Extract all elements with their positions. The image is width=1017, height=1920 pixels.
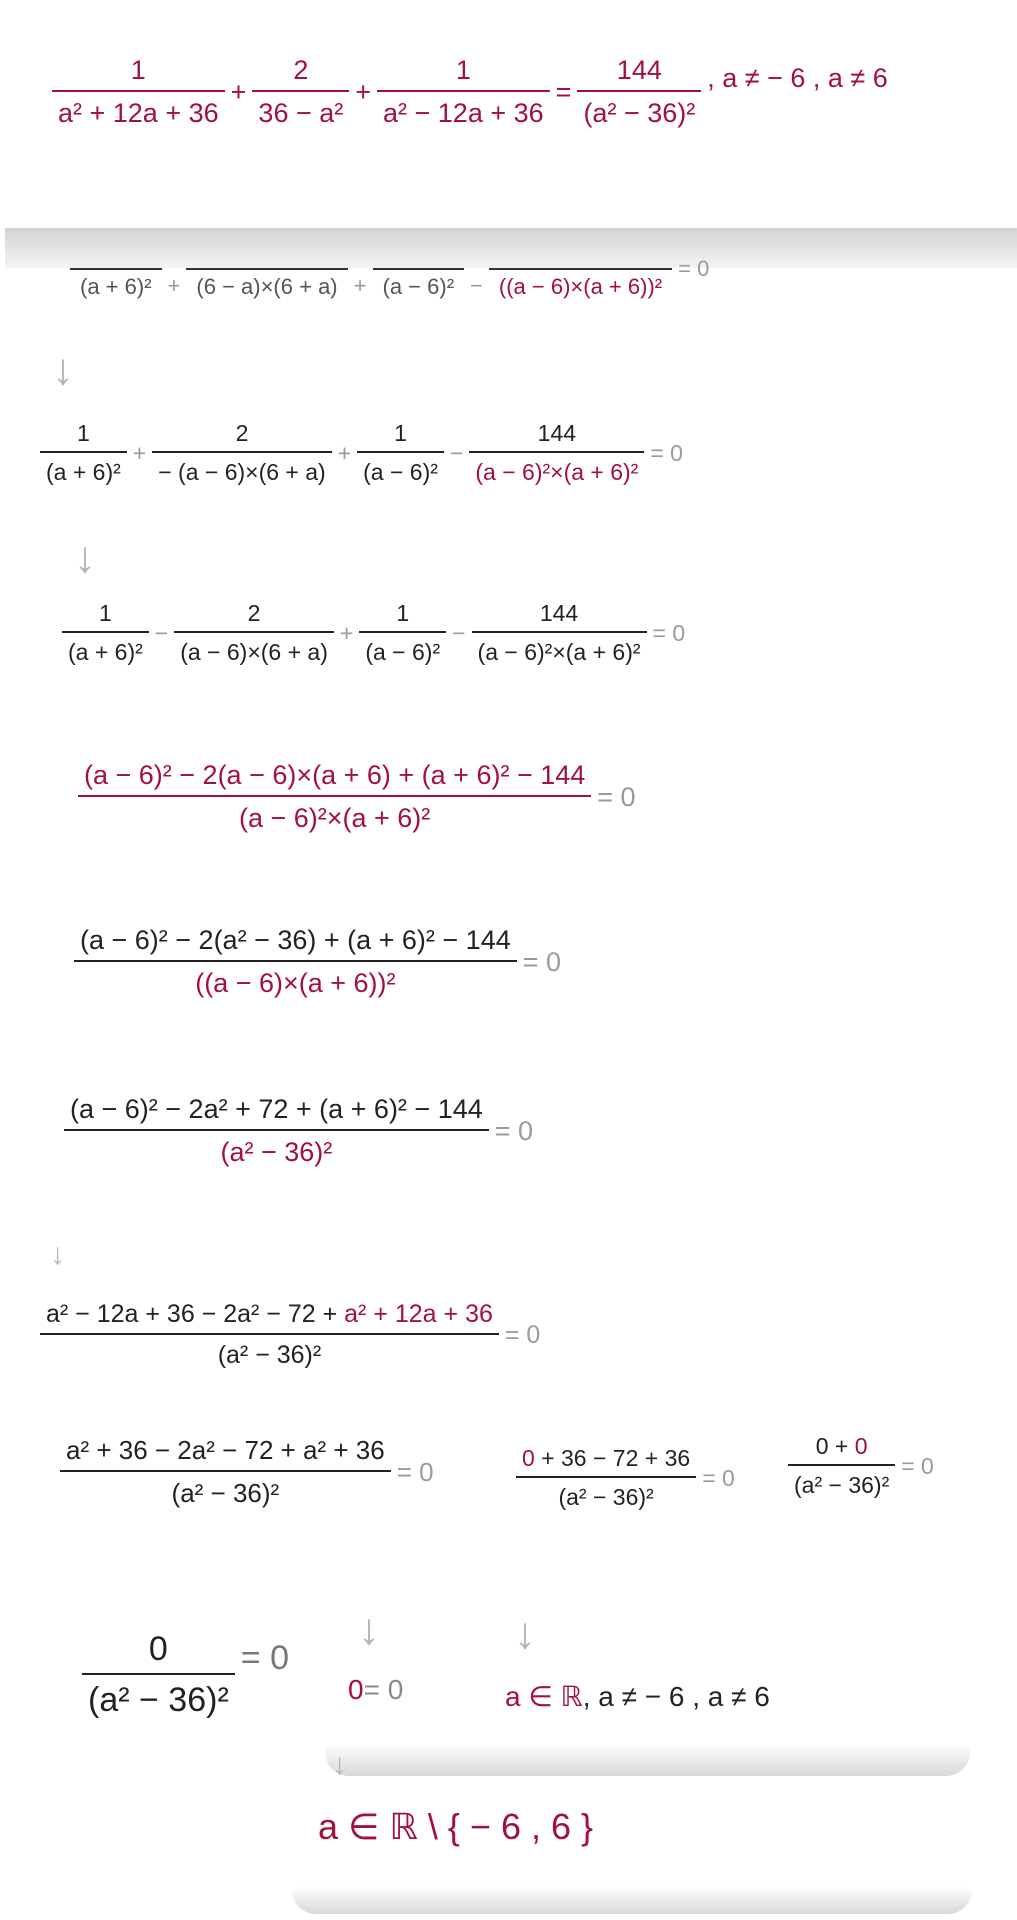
result-card-shadow: [325, 1744, 970, 1776]
step-1-denominator-4: ((a − 6)×(a + 6))²: [489, 268, 672, 304]
down-arrow-icon: ↓: [50, 1238, 65, 1271]
step-6: $\frac{\text{(a − 6)² − 2a² + 72 + (a + 6)² − 144}}{\text{(a² − 36)²}}$ = 0: [64, 1094, 533, 1168]
step-7: $\frac{\text{a² − 12a + 36 − 2a² − 72 + a² + 12a + 36}}{\text{(a² − 36)²}}$ = 0: [40, 1300, 540, 1370]
step-8a: $\frac{\text{a² + 36 − 2a² − 72 + a² + 36}}{\text{(a² − 36)²}}$ = 0: [60, 1435, 434, 1509]
down-arrow-icon: ↓: [52, 345, 74, 394]
step-1-denominator-3: (a − 6)²: [373, 268, 465, 304]
step-8b: $\frac{0 + 36 - 72 + 36}{\text{(a² − 36)²}}$ = 0: [516, 1445, 735, 1511]
step-5: $\frac{\text{(a − 6)² − 2(a² − 36) + (a + 6)² − 144}}{\text{((a − 6)×(a + 6))²}}$ = 0: [74, 925, 561, 999]
step-2: $\frac{1}{\text{(a + 6)²}}$ + $\frac{2}{- (a - 6)\times(6 + a)}$ + $\frac{1}{\text{(a − 6)²}}$ − $\frac{144}{\text{(a − 6)²×(a + 6)²}}$ = 0: [40, 420, 683, 486]
header-fraction-3: $\frac{1}{\text{a² − 12a + 36}}$: [377, 55, 550, 129]
step-1-denominator-1: (a + 6)²: [70, 268, 162, 304]
down-arrow-icon: ↓: [332, 1748, 347, 1781]
header-condition: , a ≠ − 6 , a ≠ 6: [707, 63, 888, 93]
down-arrow-icon: ↓: [358, 1605, 380, 1654]
step-1: (a + 6)² + (6 − a)×(6 + a) + (a − 6)² − ((a − 6)×(a + 6))² = 0: [70, 268, 709, 304]
header-fraction-2: $\frac{2}{\text{36 − a²}}$: [252, 55, 349, 129]
step-1-denominator-2: (6 − a)×(6 + a): [186, 268, 347, 304]
header-fraction-rhs: $\frac{144}{\text{(a² − 36)²}}$: [577, 55, 701, 129]
zero-equals-zero: 0 = 0: [348, 1674, 404, 1705]
final-answer: a ∈ ℝ \ { − 6 , 6 }: [318, 1806, 594, 1847]
solution-conditions: a ∈ ℝ , a ≠ − 6 , a ≠ 6: [505, 1680, 770, 1712]
header-equation: $\frac{1}{\text{a² + 12a + 36}}$ + $\frac{2}{\text{36 − a²}}$ + $\frac{1}{\text{a² − 12a + 36}}$ = $\frac{144}{\text{(a² − 36)²}}$ , a ≠ − 6 , a ≠ 6: [52, 55, 888, 129]
header-shadow-band: [5, 228, 1017, 268]
answer-card-shadow: [292, 1886, 972, 1914]
down-arrow-icon: ↓: [514, 1609, 536, 1658]
step-4: $\frac{\text{(a − 6)² − 2(a − 6)×(a + 6) + (a + 6)² − 144}}{\text{(a − 6)²×(a + 6)²}}$ = 0: [78, 760, 636, 834]
final-fraction: $\frac{0}{\text{(a² − 36)²}}$ = 0: [82, 1630, 289, 1720]
down-arrow-icon: ↓: [74, 533, 96, 582]
header-fraction-1: $\frac{1}{\text{a² + 12a + 36}}$: [52, 55, 225, 129]
step-8c: $\frac{0 + 0}{\text{(a² − 36)²}}$ = 0: [788, 1433, 934, 1499]
step-3: $\frac{1}{\text{(a + 6)²}}$ − $\frac{2}{(a - 6)\times(6 + a)}$ + $\frac{1}{\text{(a − 6)²}}$ − $\frac{144}{\text{(a − 6)²×(a + 6)²}}$ = 0: [62, 600, 685, 666]
